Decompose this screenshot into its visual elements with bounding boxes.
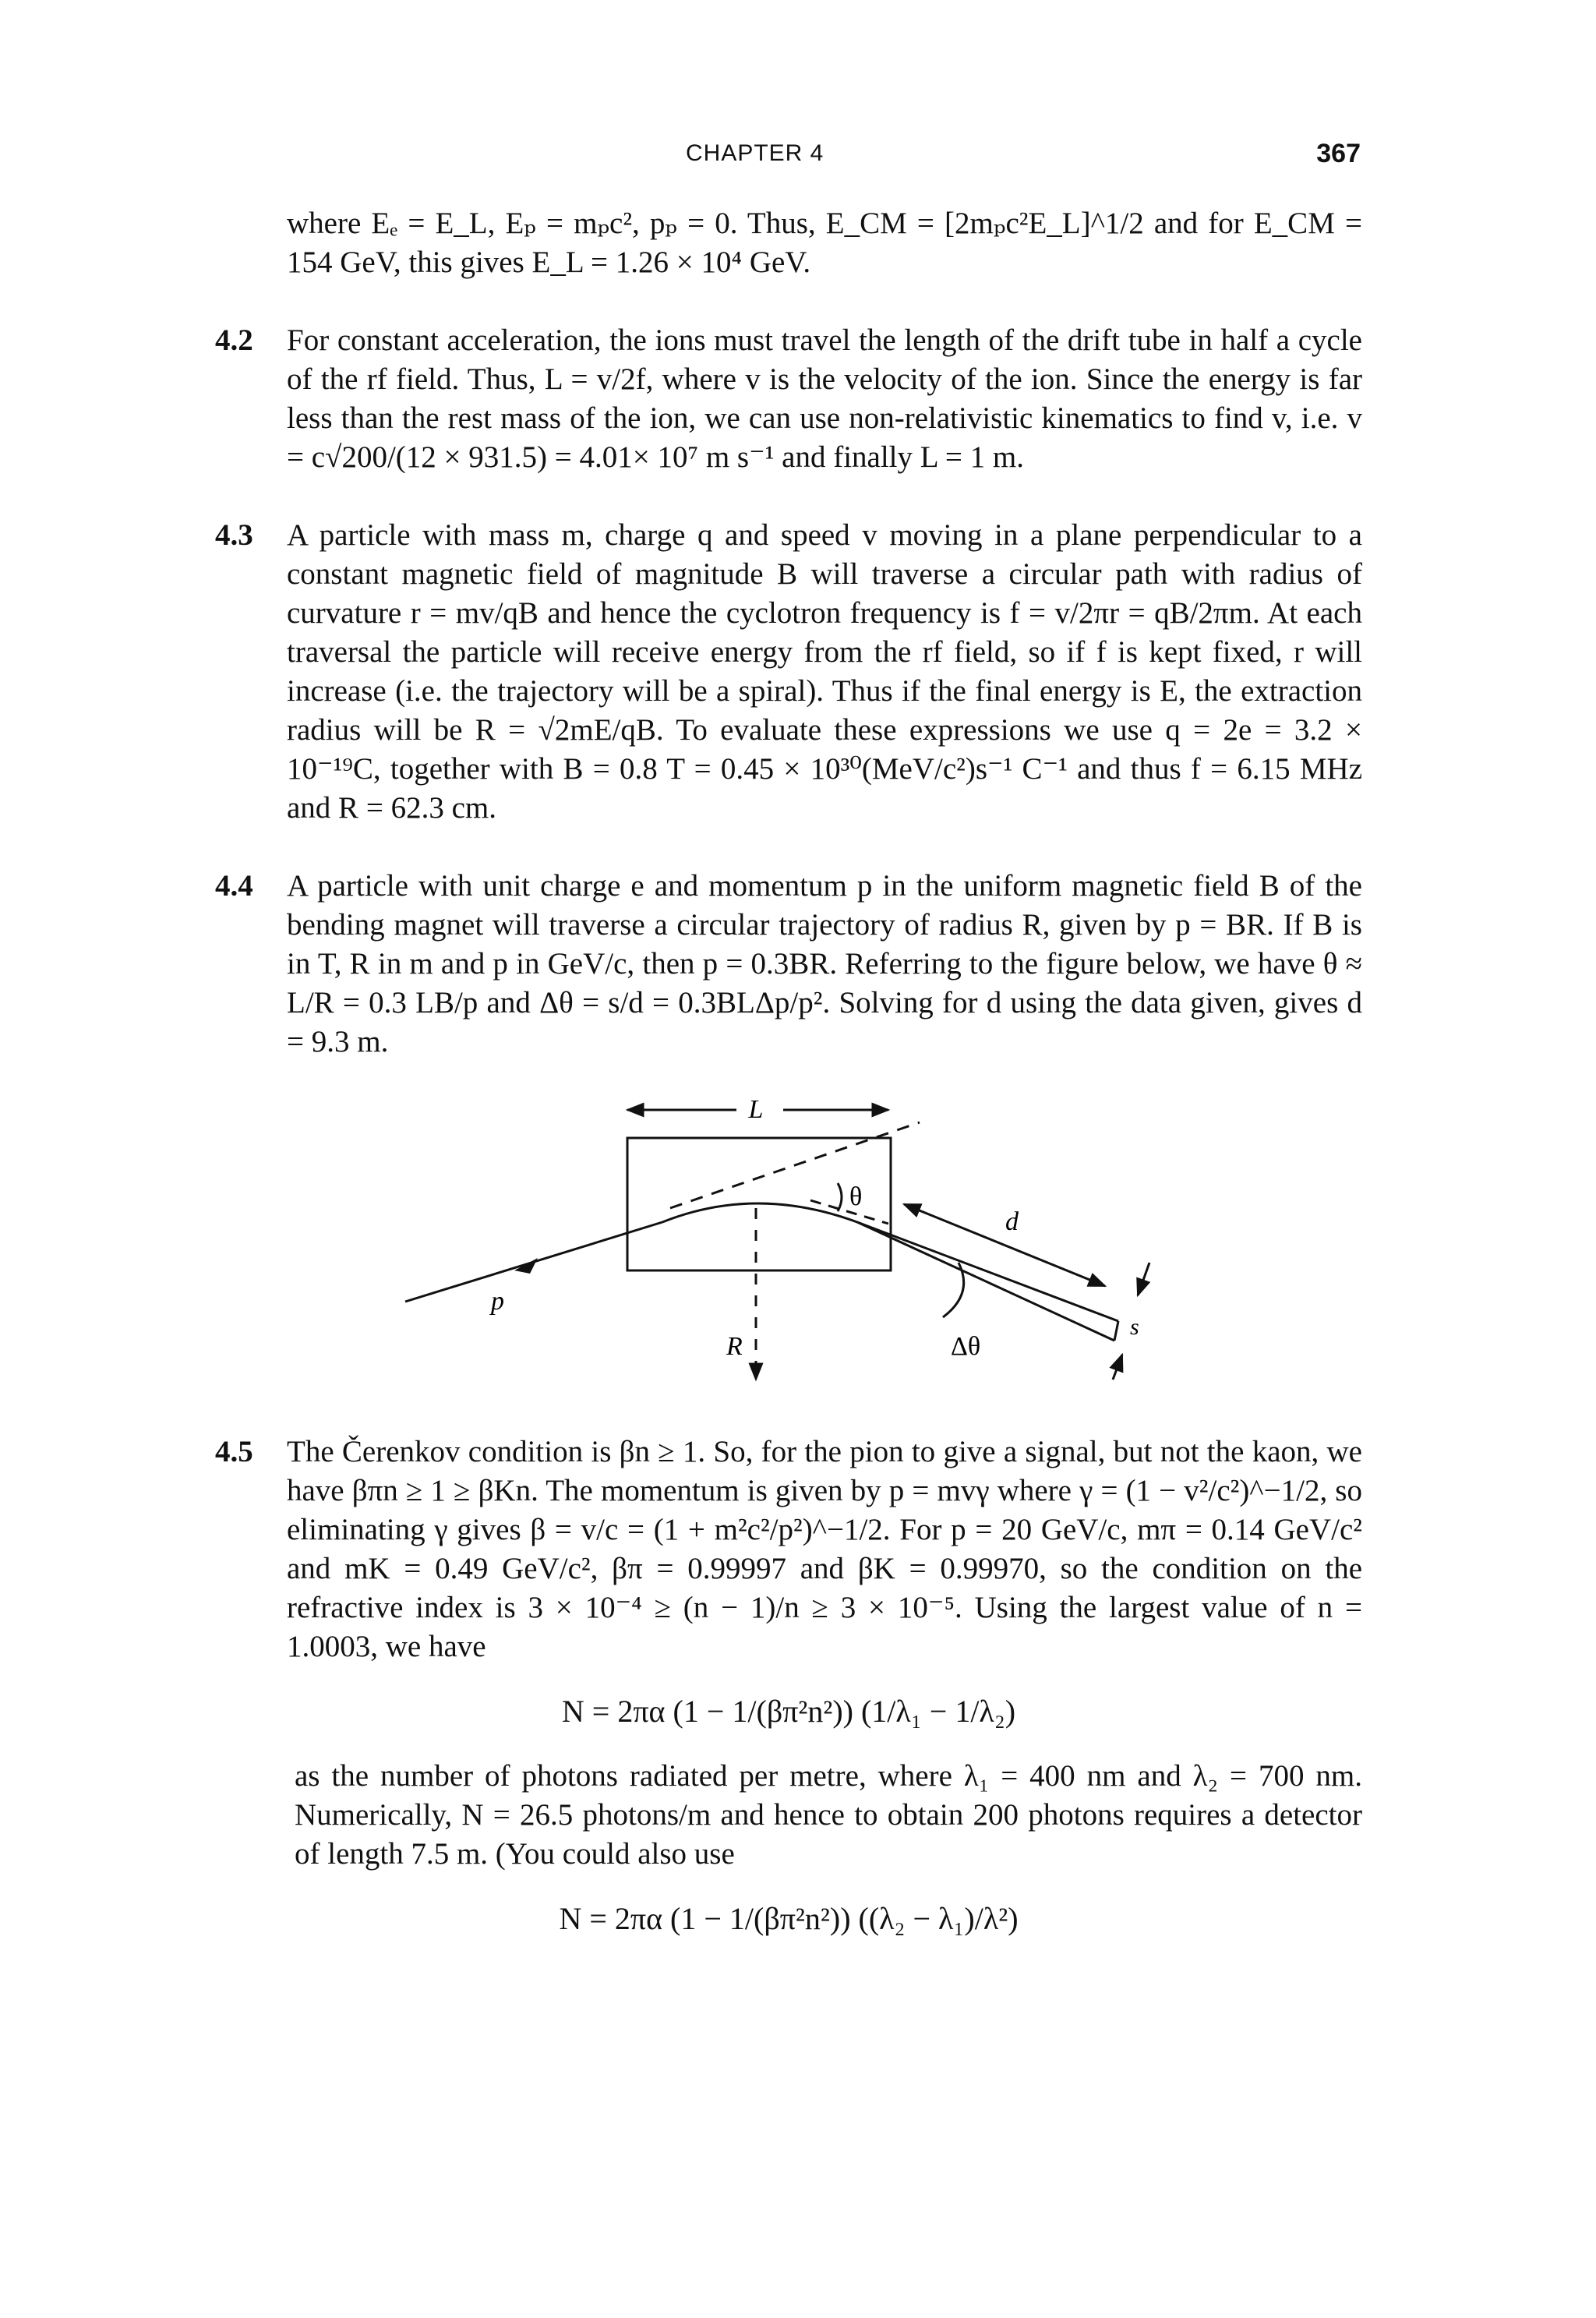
s-arrow-bottom xyxy=(1113,1355,1122,1380)
problem-text: For constant acceleration, the ions must travel the length of the drift tube in half a cycle of the rf field. Thus, L = v/2f, where v is the velocity of the ion. Since the energy is far less than the rest mass of the ion, we can use non-relativistic kinematics to find v, i.e. v = c√200/(12 × 931.5) = 4.01× 10⁷ m s⁻¹ and finally L = 1 m. xyxy=(287,323,1362,474)
equation-2: N = 2πα (1 − 1/(βπ²n²)) ((λ₂ − λ₁)/λ²) xyxy=(559,1901,1019,1936)
outgoing-track-upper xyxy=(857,1222,1118,1321)
tangent-dashed-out xyxy=(670,1122,920,1208)
bending-magnet-figure xyxy=(390,1091,1200,1403)
distance-d-arrow xyxy=(904,1204,1105,1286)
label-theta: θ xyxy=(849,1182,863,1211)
outgoing-track-lower xyxy=(857,1222,1114,1341)
problem-text: A particle with unit charge e and momentum p in the uniform magnetic field B of the bending magnet will traverse a circular trajectory of radius R, given by p = BR. If B is in T, R in m and p in GeV/c, then p = 0.3BR. Referring to the figure below, we have θ ≈ L/R = 0.3 LB/p and Δθ = s/d = 0.3BLΔp/p². Solving for d using the data given, gives d = 9.3 m. xyxy=(287,869,1362,1058)
problem-4-5 xyxy=(215,1433,1362,1964)
problem-number: 4.3 xyxy=(215,518,253,552)
label-p: p xyxy=(491,1287,504,1316)
problem-number: 4.5 xyxy=(215,1435,253,1468)
problem-text: The Čerenkov condition is βn ≥ 1. So, for the pion to give a signal, but not the kaon, we have βπn ≥ 1 ≥ βKn. The momentum is given by p = mvγ where γ = (1 − v²/c²)^−1/2, so eliminating γ gives β = v/c = (1 + m²c²/p²)^−1/2. For p = 20 GeV/c, mπ = 0.14 GeV/c² and mK = 0.49 GeV/c², βπ = 0.99997 and βK = 0.99970, so the condition on the refractive index is 3 × 10⁻⁴ ≥ (n − 1)/n ≥ 3 × 10⁻⁵. Using the largest value of n = 1.0003, we have xyxy=(287,1435,1362,1663)
label-delta-theta: Δθ xyxy=(951,1332,981,1361)
track-end xyxy=(1114,1321,1118,1341)
curved-track xyxy=(662,1203,857,1222)
label-d: d xyxy=(1005,1207,1019,1236)
s-arrow-top xyxy=(1138,1263,1149,1295)
problem-number: 4.2 xyxy=(215,323,253,357)
label-R: R xyxy=(726,1332,743,1361)
page-number: 367 xyxy=(1316,139,1361,168)
continuation-paragraph: where Eₑ = E_L, Eₚ = mₚc², pₚ = 0. Thus, E_CM = [2mₚc²E_L]^1/2 and for E_CM = 154 GeV, this gives E_L = 1.26 × 10⁴ GeV. xyxy=(287,207,1362,279)
problem-4-3 xyxy=(215,516,1362,828)
problem-4-4 xyxy=(215,867,1362,1062)
equation-1: N = 2πα (1 − 1/(βπ²n²)) (1/λ₁ − 1/λ₂) xyxy=(561,1694,1016,1729)
label-s: s xyxy=(1130,1314,1139,1340)
problem-text: A particle with mass m, charge q and speed v moving in a plane perpendicular to a constant magnetic field of magnitude B will traverse a circular path with radius of curvature r = mv/qB and hence the cyclotron frequency is f = v/2πr = qB/2πm. At each traversal the particle will receive energy from the rf field, so if f is kept fixed, r will increase (i.e. the trajectory will be a spiral). Thus if the final energy is E, the extraction radius will be R = √2mE/qB. To evaluate these expressions we use q = 2e = 3.2 × 10⁻¹⁹C, together with B = 0.8 T = 0.45 × 10³⁰(MeV/c²)s⁻¹ C⁻¹ and thus f = 6.15 MHz and R = 62.3 cm. xyxy=(287,518,1362,825)
label-L: L xyxy=(748,1095,764,1124)
running-head: CHAPTER 4 xyxy=(686,140,824,166)
theta-arc xyxy=(838,1183,842,1211)
page-header xyxy=(0,140,1596,179)
problem-4-2 xyxy=(215,321,1362,477)
problem-text-after: as the number of photons radiated per metre, where λ₁ = 400 nm and λ₂ = 700 nm. Numerically, N = 26.5 photons/m and hence to obtain 200 photons requires a detector of length 7.5 m. (You could also use xyxy=(295,1759,1362,1871)
problem-number: 4.4 xyxy=(215,869,253,903)
